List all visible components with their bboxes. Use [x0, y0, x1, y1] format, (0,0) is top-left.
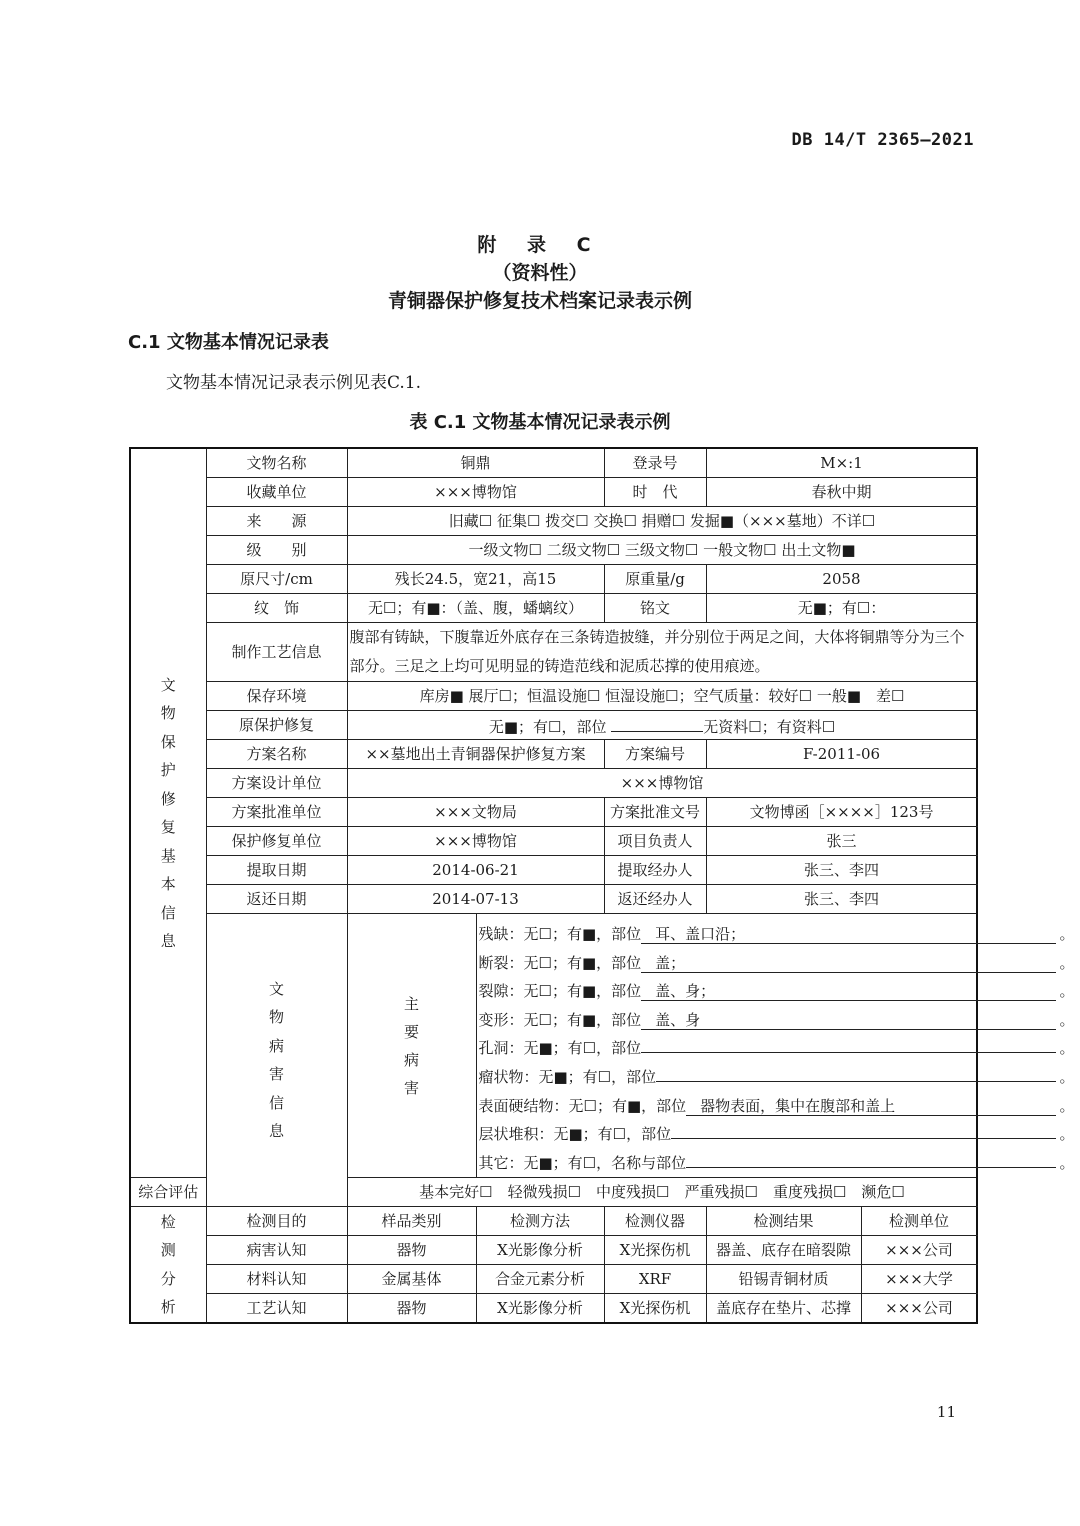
basic-section-label: 文物保护修复基本信息 [130, 448, 206, 1178]
disease-row-prefix: 层状堆积：无■；有☐，部位 [478, 1125, 672, 1144]
disease-row-end: 。 [1059, 1096, 1075, 1115]
size-label: 原尺寸/cm [206, 565, 347, 594]
return-agent-value: 张三、李四 [706, 885, 977, 914]
name-label: 文物名称 [206, 448, 347, 478]
plan-number-value: F-2011-06 [706, 740, 977, 769]
era-label: 时 代 [604, 478, 706, 507]
collector-label: 收藏单位 [206, 478, 347, 507]
detection-row [130, 1265, 977, 1294]
detection-header: 检测目的 [206, 1207, 347, 1236]
disease-row [478, 1120, 1075, 1149]
disease-row-detail: 盖； [641, 954, 1056, 973]
detection-cell: X光探伤机 [604, 1294, 706, 1324]
detection-cell: ×××公司 [861, 1294, 977, 1324]
detection-cell: 器物 [347, 1236, 476, 1265]
disease-row [478, 920, 1075, 949]
record-table [129, 447, 1075, 1324]
disease-row-prefix: 其它：无■；有☐，名称与部位 [478, 1153, 687, 1172]
reg-label: 登录号 [604, 448, 706, 478]
disease-row-end: 。 [1059, 1039, 1075, 1058]
project-leader-label: 项目负责人 [604, 827, 706, 856]
weight-label: 原重量/g [604, 565, 706, 594]
page-number: 11 [936, 1403, 956, 1421]
detection-header: 检测结果 [706, 1207, 861, 1236]
disease-row-detail [641, 1052, 1056, 1053]
detection-cell: 盖底存在垫片、芯撑 [706, 1294, 861, 1324]
detection-header: 检测方法 [476, 1207, 604, 1236]
disease-row-end: 。 [1059, 1067, 1075, 1086]
plan-approver-label: 方案批准单位 [206, 798, 347, 827]
disease-row-prefix: 表面硬结物：无☐；有■，部位 [478, 1096, 687, 1115]
disease-row-end: 。 [1059, 1010, 1075, 1029]
project-leader-value: 张三 [706, 827, 977, 856]
inscription-value: 无■；有☐： [706, 594, 977, 623]
appendix-heading: 附 录 C [477, 234, 603, 256]
disease-row-end: 。 [1059, 953, 1075, 972]
main-disease-label: 主要病害 [347, 914, 476, 1178]
disease-list [476, 914, 1075, 1178]
decor-value: 无☐；有■：（盖、腹，蟠螭纹） [347, 594, 604, 623]
detection-header: 样品类别 [347, 1207, 476, 1236]
detection-row [130, 1236, 977, 1265]
detection-cell: ×××公司 [861, 1236, 977, 1265]
previous-restoration-label: 原保护修复 [206, 711, 347, 740]
disease-row-detail: 盖、身 [641, 1011, 1056, 1030]
disease-row-end: 。 [1059, 982, 1075, 1001]
disease-row [478, 949, 1075, 978]
weight-value: 2058 [706, 565, 977, 594]
return-agent-label: 返还经办人 [604, 885, 706, 914]
detection-cell: 金属基体 [347, 1265, 476, 1294]
disease-row-prefix: 裂隙：无☐；有■，部位 [478, 982, 642, 1001]
section-paragraph: 文物基本情况记录表示例见表C.1. [166, 373, 422, 393]
craft-label: 制作工艺信息 [206, 623, 347, 682]
source-value: 旧藏☐ 征集☐ 拨交☐ 交换☐ 捐赠☐ 发掘■（×××墓地）不详☐ [347, 507, 977, 536]
standard-number: DB 14/T 2365—2021 [791, 130, 974, 150]
restorer-value: ×××博物馆 [347, 827, 604, 856]
disease-row-prefix: 断裂：无☐；有■，部位 [478, 953, 642, 972]
table-caption: 表 C.1 文物基本情况记录表示例 [409, 412, 671, 433]
detection-cell: XRF [604, 1265, 706, 1294]
restorer-label: 保护修复单位 [206, 827, 347, 856]
decor-label: 纹 饰 [206, 594, 347, 623]
pickup-date-value: 2014-06-21 [347, 856, 604, 885]
inscription-label: 铭文 [604, 594, 706, 623]
appendix-nature: （资料性） [492, 262, 588, 284]
disease-row-end: 。 [1059, 1153, 1075, 1172]
overall-assessment-value: 基本完好☐ 轻微残损☐ 中度残损☐ 严重残损☐ 重度残损☐ 濒危☐ [347, 1178, 977, 1207]
detection-row [130, 1294, 977, 1324]
approval-number-value: 文物博函［××××］123号 [706, 798, 977, 827]
plan-approver-value: ×××文物局 [347, 798, 604, 827]
return-date-label: 返还日期 [206, 885, 347, 914]
detection-cell: X光影像分析 [476, 1236, 604, 1265]
section-heading: C.1 文物基本情况记录表 [128, 332, 329, 353]
grade-label: 级 别 [206, 536, 347, 565]
disease-row-detail: 盖、身； [641, 982, 1056, 1001]
pickup-date-label: 提取日期 [206, 856, 347, 885]
size-value: 残长24.5，宽21，高15 [347, 565, 604, 594]
approval-number-label: 方案批准文号 [604, 798, 706, 827]
detection-cell: X光探伤机 [604, 1236, 706, 1265]
plan-name-label: 方案名称 [206, 740, 347, 769]
return-date-value: 2014-07-13 [347, 885, 604, 914]
appendix-title: 青铜器保护修复技术档案记录表示例 [387, 290, 692, 312]
disease-section-label: 文物病害信息 [206, 914, 347, 1207]
environment-value: 库房■ 展厅☐；恒温设施☐ 恒湿设施☐；空气质量：较好☐ 一般■ 差☐ [347, 682, 977, 711]
detection-cell: 工艺认知 [206, 1294, 347, 1324]
disease-row-detail [686, 1167, 1056, 1168]
disease-row [478, 1092, 1075, 1121]
pickup-agent-value: 张三、李四 [706, 856, 977, 885]
overall-assessment-label: 综合评估 [130, 1178, 206, 1207]
collector-value: ×××博物馆 [347, 478, 604, 507]
name-value: 铜鼎 [347, 448, 604, 478]
disease-row [478, 977, 1075, 1006]
disease-row [478, 1063, 1075, 1092]
detection-header: 检测单位 [861, 1207, 977, 1236]
reg-value: M×:1 [706, 448, 977, 478]
pickup-agent-label: 提取经办人 [604, 856, 706, 885]
disease-row-prefix: 残缺：无☐；有■，部位 [478, 925, 642, 943]
disease-row [478, 1149, 1075, 1178]
disease-row-prefix: 变形：无☐；有■，部位 [478, 1010, 642, 1029]
detection-cell: 材料认知 [206, 1265, 347, 1294]
detection-cell: ×××大学 [861, 1265, 977, 1294]
disease-row [478, 1034, 1075, 1063]
disease-row-end: 。 [1059, 925, 1075, 943]
detection-section-label: 检测分析 [130, 1207, 206, 1324]
detection-cell: 合金元素分析 [476, 1265, 604, 1294]
source-label: 来 源 [206, 507, 347, 536]
detection-cell: 器盖、底存在暗裂隙 [706, 1236, 861, 1265]
plan-number-label: 方案编号 [604, 740, 706, 769]
disease-row-prefix: 瘤状物：无■；有☐，部位 [478, 1067, 657, 1086]
craft-value: 腹部有铸缺，下腹靠近外底存在三条铸造披缝，并分别位于两足之间，大体将铜鼎等分为三个部分。三足之上均可见明显的铸造范线和泥质芯撑的使用痕迹。 [347, 623, 977, 682]
detection-cell: X光影像分析 [476, 1294, 604, 1324]
disease-row [478, 1006, 1075, 1035]
disease-row-prefix: 孔洞：无■；有☐，部位 [478, 1039, 642, 1058]
plan-designer-label: 方案设计单位 [206, 769, 347, 798]
disease-row-detail: 器物表面，集中在腹部和盖上 [686, 1097, 1056, 1116]
era-value: 春秋中期 [706, 478, 977, 507]
disease-row-end: 。 [1059, 1125, 1075, 1144]
grade-value: 一级文物☐ 二级文物☐ 三级文物☐ 一般文物☐ 出土文物■ [347, 536, 977, 565]
environment-label: 保存环境 [206, 682, 347, 711]
previous-restoration-value: 无■；有☐，部位 无资料☐；有资料☐ [347, 711, 977, 740]
disease-row-detail [671, 1138, 1056, 1139]
detection-header: 检测仪器 [604, 1207, 706, 1236]
disease-row-detail [656, 1081, 1056, 1082]
detection-cell: 铅锡青铜材质 [706, 1265, 861, 1294]
detection-cell: 病害认知 [206, 1236, 347, 1265]
disease-row-detail: 耳、盖口沿； [641, 925, 1056, 944]
detection-cell: 器物 [347, 1294, 476, 1324]
plan-designer-value: ×××博物馆 [347, 769, 977, 798]
plan-name-value: ××墓地出土青铜器保护修复方案 [347, 740, 604, 769]
